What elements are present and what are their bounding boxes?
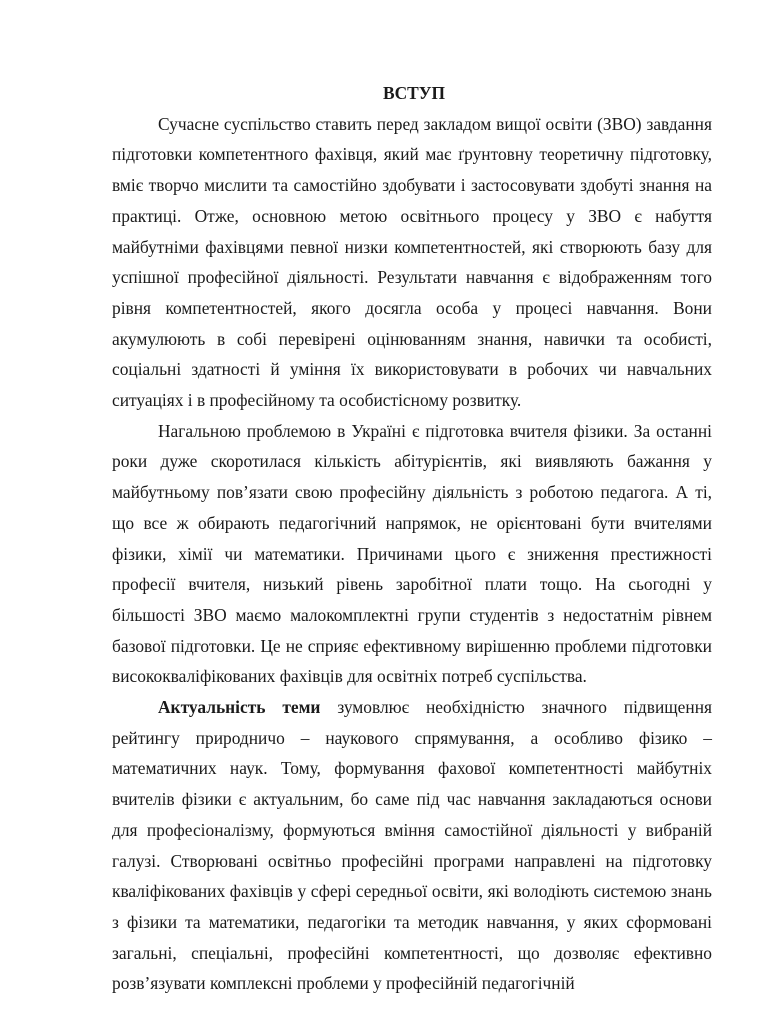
document-title: ВСТУП (382, 83, 446, 103)
relevance-lead: Актуальність теми (158, 697, 321, 718)
relevance-text: зумовлює необхідністю значного підвищення рейтингу природничо – наукового спрямування, а особливо фізико – математичних наук. Тому, формування фахової компетентності майбутніх вчителів фізики є актуальним, бо саме під час навчання закладаються основи для професіоналізму, формуються вміння самостійної діяльності у вибраній галузі. Створювані освітньо професійні програми направлені на підготовку кваліфікованих фахівців у сфері середньої освіти, які володіють системою знань з фізики та математики, педагогіки та методик навчання, у яких сформовані загальні, спеціальні, професійні компетентності, що дозволяє ефективно розв’язувати комплексні проблеми у професійній педагогічній (112, 697, 712, 994)
paragraph-relevance (112, 692, 712, 999)
paragraph-intro: Сучасне суспільство ставить перед закладом вищої освіти (ЗВО) завдання підготовки компетентного фахівця, який має ґрунтовну теоретичну підготовку, вміє творчо мислити та самостійно здобувати і застосовувати здобуті знання на практиці. Отже, основною метою освітнього процесу у ЗВО є набуття майбутніми фахівцями певної низки компетентностей, які створюють базу для успішної професійної діяльності. Результати навчання є відображенням того рівня компетентностей, якого досягла особа у процесі навчання. Вони акумулюють в собі перевірені оцінюванням знання, навички та особисті, соціальні здатності й уміння їх використовувати в робочих чи навчальних ситуаціях і в професійному та особистісному розвитку. (112, 113, 712, 411)
document-page (112, 78, 712, 999)
paragraph-problem: Нагальною проблемою в Україні є підготовка вчителя фізики. За останні роки дуже скоротилася кількість абітурієнтів, які виявляють бажання у майбутньому пов’язати свою професійну діяльність з роботою педагога. А ті, що все ж обирають педагогічний напрямок, не орієнтовані бути вчителями фізики, хімії чи математики. Причинами цього є зниження престижності професії вчителя, низький рівень заробітної плати тощо. На сьогодні у більшості ЗВО маємо малокомплектні групи студентів з недостатнім рівнем базової підготовки. Це не сприяє ефективному вирішенню проблеми підготовки висококваліфікованих фахівців для освітніх потреб суспільства. (112, 420, 712, 687)
